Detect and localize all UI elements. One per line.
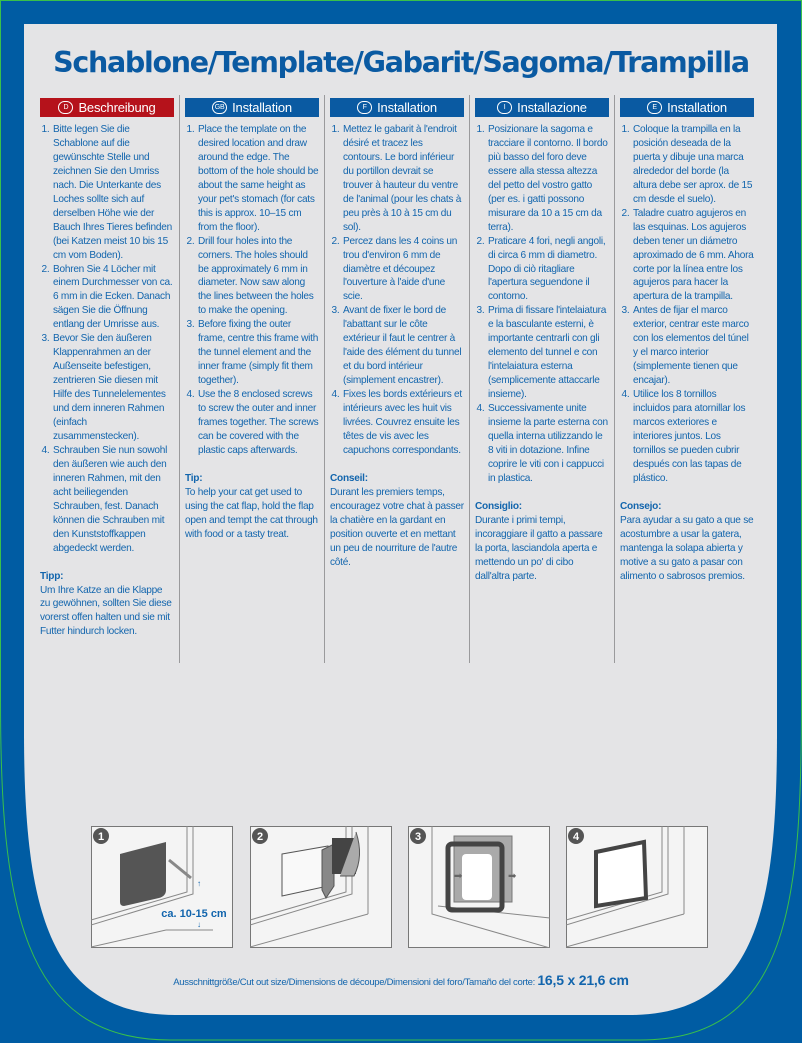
illustration-step-2: [250, 826, 392, 948]
column-heading: Beschreibung: [78, 99, 156, 115]
step-item: 2. Drill four holes into the corners. The holes should be approximately 6 mm in diameter. Now saw along the lines between the holes to make the opening.: [197, 235, 319, 319]
column-divider: [469, 95, 470, 663]
step-number: 4: [572, 831, 580, 843]
step-item: 4. Utilice los 8 tornillos incluidos para atornillar los marcos exteriores e interiores juntos. Los tornillos se pueden cubrir después con las tapas de plástico.: [632, 388, 754, 486]
column-divider: [614, 95, 615, 663]
column-f: [330, 98, 464, 570]
tip-title: Tipp:: [40, 570, 64, 582]
column-header: [185, 98, 319, 117]
tip-text: Um Ihre Katze an die Klappe zu gewöhnen, sollten Sie diese vorerst offen halten und sie mit Futter hindurch locken.: [40, 584, 172, 638]
step-item: 2. Bohren Sie 4 Löcher mit einem Durchmesser von ca. 6 mm in die Ecken. Danach sägen Sie die Öffnung entlang der Umrisse aus.: [52, 263, 174, 333]
cut-out-size: [0, 972, 802, 988]
step-item: 1. Bitte legen Sie die Schablone auf die gewünschte Stelle und zeichnen Sie den Umriss nach. Die Unterkante des Loches sollte sich auf derselben Höhe wie der Bauch Ihres Tieres befinden (bei Katzen meist 10 bis 15 cm vom Boden).: [52, 123, 174, 263]
steps-list: [185, 123, 319, 458]
step-item: 4. Fixes les bords extérieurs et intérieurs avec les huit vis livrées. Couvrez ensuite les têtes de vis avec les capuchons correspondants.: [342, 388, 464, 458]
step-item: 3. Bevor Sie den äußeren Klappenrahmen an der Außenseite befestigen, zentrieren Sie diesen mit Hilfe des Tunnelelementes und dem inneren Rahmen (einfach zusammenstecken).: [52, 332, 174, 444]
column-gb: [185, 98, 319, 542]
tip-title: Consiglio:: [475, 500, 522, 512]
step-number: 2: [256, 831, 264, 843]
column-divider: [179, 95, 180, 663]
step-item: 1. Mettez le gabarit à l'endroit désiré et tracez les contours. Le bord inférieur du portillon devrait se trouver à hauteur du ventre de l'animal (pour les chats à peu près à 10 à 15 cm du sol).: [342, 123, 464, 235]
column-divider: [324, 95, 325, 663]
steps-list: [330, 123, 464, 458]
steps-list: [40, 123, 174, 556]
step-item: 3. Prima di fissare l'intelaiatura e la basculante esterni, è importante centrarli con gli elemento del tunnel e con l'intelaiatura esterna (semplicemente attaccarle insieme).: [487, 304, 609, 402]
arrow-down-icon: ↓: [197, 920, 201, 929]
illustration-step-4: [566, 826, 708, 948]
column-heading: Installation: [667, 99, 727, 115]
column-heading: Installation: [232, 99, 292, 115]
step-item: 3. Before fixing the outer frame, centre this frame with the tunnel element and the inner frame (simply fit them together).: [197, 318, 319, 388]
step-item: 3. Avant de fixer le bord de l'abattant sur le côte extérieur il faut le centrer à l'aide des élément du tunnel et du bord intérieur (simplement encastrer).: [342, 304, 464, 388]
height-label: ca. 10-15 cm: [161, 908, 227, 920]
tip-text: Para ayudar a su gato a que se acostumbre a usar la gatera, mantenga la solapa abierta y motive a su gato a pasar con alimento o sabrosos premios.: [620, 514, 754, 582]
tip-text: Durante i primi tempi, incoraggiare il gatto a passare la porta, lasciandola aperta e mettendo un po' di cibo dall'altra parte.: [475, 514, 603, 582]
language-badge: E: [647, 101, 662, 114]
steps-list: [475, 123, 609, 486]
illustration-step-3: [408, 826, 550, 948]
tip-text: To help your cat get used to using the cat flap, hold the flap open and tempt the cat through with food or a tasty treat.: [185, 486, 318, 540]
tip-text: Durant les premiers temps, encouragez votre chat à passer la chatière en la gardant en position ouverte et en mettant un peu de nourriture de l'autre côté.: [330, 486, 464, 568]
column-header: [40, 98, 174, 117]
tip-title: Tip:: [185, 472, 203, 484]
column-e: [620, 98, 754, 584]
step-item: 2. Praticare 4 fori, negli angoli, di circa 6 mm di diametro. Dopo di ciò ritagliare l'apertura seguendone il contorno.: [487, 235, 609, 305]
arrow-up-icon: ↑: [197, 879, 201, 888]
step-item: 1. Place the template on the desired location and draw around the edge. The bottom of the hole should be about the same height as your pet's stomach (for cats this is approx. 10–15 cm from the floor).: [197, 123, 319, 235]
step-item: 2. Taladre cuatro agujeros en las esquinas. Los agujeros deben tener un diámetro aproximado de 6 mm. Ahora corte por la línea entre los agujeros para hacer la apertura de la trampilla.: [632, 207, 754, 305]
page-title: Schablone/Template/Gabarit/Sagoma/Trampilla: [53, 46, 749, 79]
language-badge: D: [58, 101, 73, 114]
cut-out-size-value: 16,5 x 21,6 cm: [537, 972, 629, 988]
column-i: [475, 98, 609, 584]
step-number: 3: [414, 831, 422, 843]
language-badge: I: [497, 101, 512, 114]
step-item: 4. Successivamente unite insieme la parte esterna con quella interna utilizzando le 8 viti in dotazione. Infine coprire le viti con i cappucci in plastica.: [487, 402, 609, 486]
language-badge: GB: [212, 101, 227, 114]
arrow-right-icon: ➡: [508, 871, 517, 882]
cut-out-size-label: Ausschnittgröße/Cut out size/Dimensions de découpe/Dimensioni del foro/Tamaño del corte:: [173, 977, 535, 988]
column-d: [40, 98, 174, 639]
step-item: 4. Use the 8 enclosed screws to screw the outer and inner frames together. The screws can be covered with the plastic caps afterwards.: [197, 388, 319, 458]
steps-list: [620, 123, 754, 486]
tip-title: Conseil:: [330, 472, 368, 484]
step-number: 1: [97, 831, 105, 843]
column-header: [475, 98, 609, 117]
column-header: [620, 98, 754, 117]
arrow-right-icon: ➡: [454, 871, 463, 882]
step-item: 3. Antes de fijar el marco exterior, centrar este marco con los elementos del túnel y el marco interior (simplemente tienen que encajar).: [632, 304, 754, 388]
step-item: 1. Coloque la trampilla en la posición deseada de la puerta y dibuje una marca alrededor del borde (la altura debe ser aprox. de 15 cm desde el suelo).: [632, 123, 754, 207]
language-badge: F: [357, 101, 372, 114]
step-item: 1. Posizionare la sagoma e tracciare il contorno. Il bordo più basso del foro deve essere alla stessa altezza del petto del vostro gatto (per es. i gatti possono misurare da 10 a 15 cm da terra).: [487, 123, 609, 235]
step-item: 4. Schrauben Sie nun sowohl den äußeren wie auch den inneren Rahmen, mit den acht beiliegenden Schrauben, fest. Danach können die Schrauben mit den Kunststoffkappen abgedeckt werden.: [52, 444, 174, 556]
tip-title: Consejo:: [620, 500, 662, 512]
column-heading: Installation: [377, 99, 437, 115]
column-header: [330, 98, 464, 117]
illustration-step-1: [91, 826, 233, 948]
column-heading: Installazione: [517, 99, 587, 115]
step-item: 2. Percez dans les 4 coins un trou d'environ 6 mm de diamètre et découpez l'ouverture à l'aide d'une scie.: [342, 235, 464, 305]
